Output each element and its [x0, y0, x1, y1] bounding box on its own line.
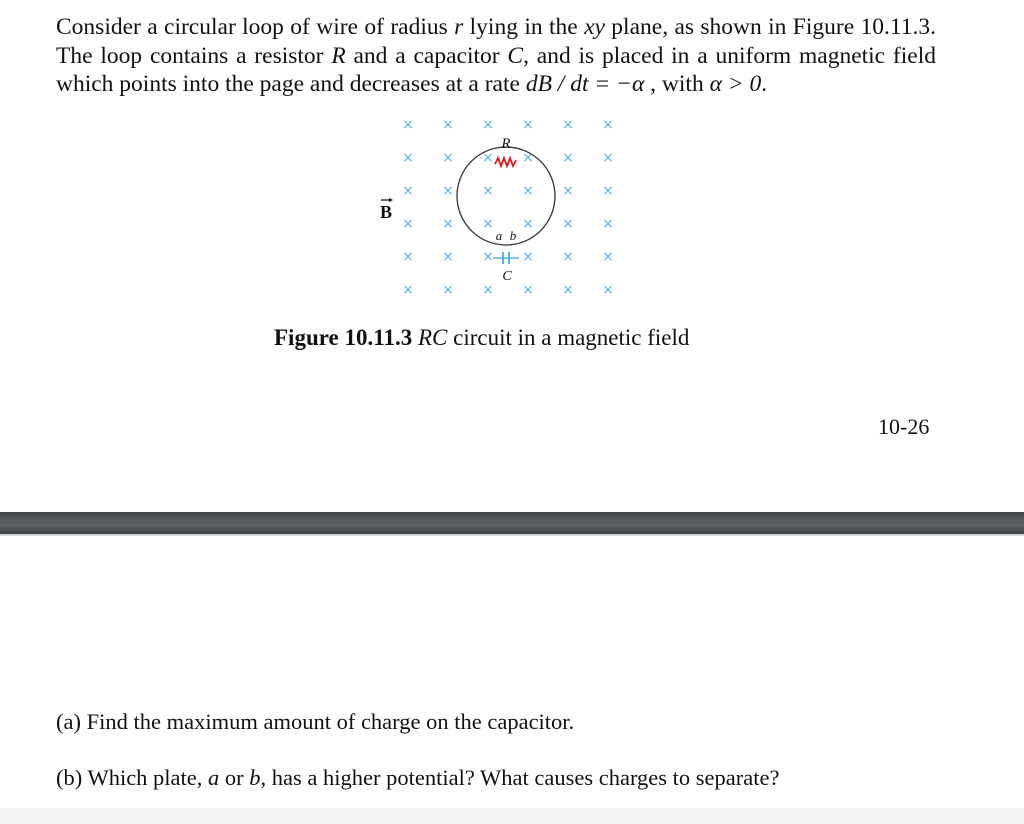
field-mark-3-5: ×: [602, 216, 614, 232]
field-mark-2-1: ×: [442, 183, 454, 199]
capacitor-label: C: [502, 269, 512, 284]
figure-caption: Figure 10.11.3 RC circuit in a magnetic field: [274, 325, 690, 350]
page-divider-highlight: [0, 534, 1024, 536]
field-mark-1-1: ×: [442, 150, 454, 166]
caption-label: Figure 10.11.3: [274, 325, 413, 350]
field-mark-0-0: ×: [402, 117, 414, 133]
field-mark-1-5: ×: [602, 150, 614, 166]
field-mark-0-4: ×: [562, 117, 574, 133]
field-mark-3-3: ×: [522, 216, 534, 232]
field-mark-1-4: ×: [562, 150, 574, 166]
rate-expression: dB / dt = −α: [525, 71, 645, 97]
question-a: (a) Find the maximum amount of charge on the capacitor.: [56, 709, 575, 734]
field-mark-2-0: ×: [402, 183, 414, 199]
field-mark-3-0: ×: [402, 216, 414, 232]
field-mark-5-3: ×: [522, 282, 534, 298]
resistor: [495, 158, 516, 166]
page-divider: [0, 512, 1024, 534]
alpha-condition: α > 0: [709, 71, 762, 97]
plate-a-label: a: [495, 228, 503, 243]
field-mark-0-3: ×: [522, 117, 534, 133]
field-mark-0-5: ×: [602, 117, 614, 133]
resistor-label: R: [501, 136, 511, 152]
field-mark-5-2: ×: [482, 282, 494, 298]
plate-b-label: b: [509, 228, 517, 243]
field-mark-4-5: ×: [602, 249, 614, 265]
field-mark-4-4: ×: [562, 249, 574, 265]
field-mark-1-3: ×: [522, 150, 534, 166]
field-mark-5-5: ×: [602, 282, 614, 298]
page-number: 10-26: [878, 414, 930, 439]
field-mark-4-0: ×: [402, 249, 414, 265]
rc-circuit-figure: [360, 112, 630, 312]
field-mark-5-1: ×: [442, 282, 454, 298]
field-mark-2-5: ×: [602, 183, 614, 199]
field-mark-2-2: ×: [482, 183, 494, 199]
field-mark-2-4: ×: [562, 183, 574, 199]
field-mark-2-3: ×: [522, 183, 534, 199]
field-mark-3-2: ×: [482, 216, 494, 232]
field-mark-0-1: ×: [442, 117, 454, 133]
field-mark-1-2: ×: [482, 150, 494, 166]
field-mark-4-3: ×: [522, 249, 534, 265]
field-mark-3-4: ×: [562, 216, 574, 232]
question-b: (b) Which plate, a or b, has a higher potential? What causes charges to separate?: [56, 765, 780, 790]
field-mark-0-2: ×: [482, 117, 494, 133]
field-mark-5-4: ×: [562, 282, 574, 298]
page-bottom-edge: [0, 808, 1024, 824]
field-mark-4-2: ×: [482, 249, 494, 265]
field-label-B: B: [380, 202, 393, 222]
field-mark-5-0: ×: [402, 282, 414, 298]
problem-statement: Consider a circular loop of wire of radius r lying in the xy plane, as shown in Figure 10.11.3. The loop contains a resistor R and a capacitor C, and is placed in a uniform magnetic field which points into the page and decreases at a rate dB / dt = −α , with α > 0.: [56, 14, 937, 97]
field-mark-3-1: ×: [442, 216, 454, 232]
field-mark-1-0: ×: [402, 150, 414, 166]
field-mark-4-1: ×: [442, 249, 454, 265]
